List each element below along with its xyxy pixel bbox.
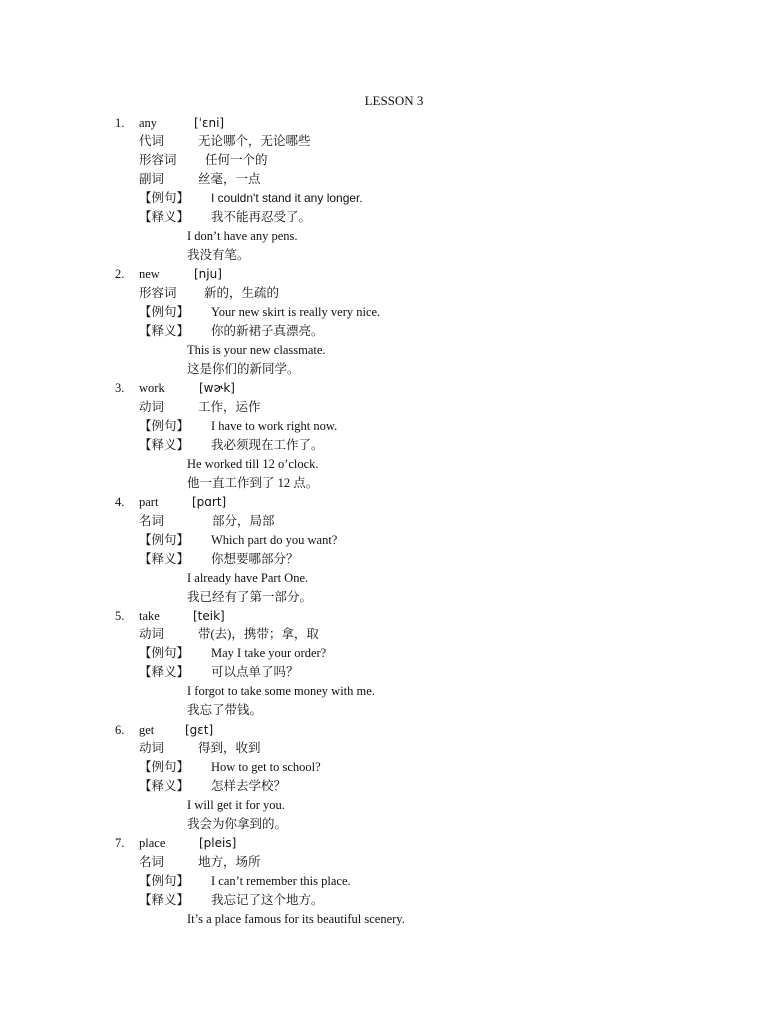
part-of-speech: 名词 xyxy=(139,855,165,869)
part-of-speech: 动词 xyxy=(139,741,165,755)
meaning-tag: 【释义】 xyxy=(139,324,190,338)
extra-example: 这是你们的新同学。 xyxy=(187,362,300,376)
definition: 无论哪个，无论哪些 xyxy=(198,134,311,148)
part-of-speech: 副词 xyxy=(139,172,165,186)
entry-word: place xyxy=(139,836,166,850)
entry-number: 3. xyxy=(115,381,125,395)
extra-example: I will get it for you. xyxy=(187,798,285,812)
entry-number: 1. xyxy=(115,116,125,130)
definition: 地方，场所 xyxy=(198,855,261,869)
extra-example: 我没有笔。 xyxy=(187,248,250,262)
example-sentence: I have to work right now. xyxy=(211,419,338,433)
entry-phonetic: [pɑrt] xyxy=(192,495,227,509)
meaning-text: 你的新裙子真漂亮。 xyxy=(211,324,324,338)
part-of-speech: 动词 xyxy=(139,400,165,414)
example-sentence: I can’t remember this place. xyxy=(211,874,351,888)
extra-example: 我忘了带钱。 xyxy=(187,703,263,717)
part-of-speech: 动词 xyxy=(139,627,165,641)
part-of-speech: 代词 xyxy=(139,134,165,148)
definition: 工作，运作 xyxy=(198,400,261,414)
extra-example: I forgot to take some money with me. xyxy=(187,684,375,698)
entry-number: 4. xyxy=(115,495,125,509)
definition: 带(去)，携带；拿，取 xyxy=(198,627,319,641)
example-sentence: Which part do you want? xyxy=(211,533,338,547)
extra-example: 我会为你拿到的。 xyxy=(187,817,288,831)
extra-example: I don’t have any pens. xyxy=(187,229,298,243)
definition: 新的，生疏的 xyxy=(204,286,280,300)
entry-number: 5. xyxy=(115,609,125,623)
entry-number: 2. xyxy=(115,267,125,281)
meaning-text: 我必须现在工作了。 xyxy=(211,438,324,452)
meaning-tag: 【释义】 xyxy=(139,893,190,907)
definition: 丝毫，一点 xyxy=(198,172,261,186)
example-tag: 【例句】 xyxy=(139,419,190,433)
entry-word: part xyxy=(139,495,159,509)
meaning-text: 我不能再忍受了。 xyxy=(211,210,312,224)
example-tag: 【例句】 xyxy=(139,191,190,205)
meaning-text: 我忘记了这个地方。 xyxy=(211,893,324,907)
extra-example: 我已经有了第一部分。 xyxy=(187,590,313,604)
example-tag: 【例句】 xyxy=(139,533,190,547)
entry-phonetic: [pleis] xyxy=(199,836,237,850)
entry-word: take xyxy=(139,609,160,623)
meaning-tag: 【释义】 xyxy=(139,665,190,679)
example-tag: 【例句】 xyxy=(139,646,190,660)
part-of-speech: 形容词 xyxy=(139,153,177,167)
example-sentence: May I take your order? xyxy=(211,646,327,660)
entry-phonetic: [wɚk] xyxy=(199,381,235,395)
meaning-tag: 【释义】 xyxy=(139,779,190,793)
example-tag: 【例句】 xyxy=(139,760,190,774)
entry-phonetic: [nju] xyxy=(194,267,222,281)
meaning-text: 可以点单了吗？ xyxy=(211,665,299,679)
entry-word: work xyxy=(139,381,165,395)
meaning-tag: 【释义】 xyxy=(139,552,190,566)
entry-number: 7. xyxy=(115,836,125,850)
extra-example: This is your new classmate. xyxy=(187,343,326,357)
meaning-tag: 【释义】 xyxy=(139,438,190,452)
extra-example: 他一直工作到了 12 点。 xyxy=(187,476,319,490)
definition: 任何一个的 xyxy=(205,153,268,167)
example-sentence: How to get to school? xyxy=(211,760,321,774)
page-title: LESSON 3 xyxy=(364,93,424,108)
extra-example: It’s a place famous for its beautiful scenery. xyxy=(187,912,405,926)
example-tag: 【例句】 xyxy=(139,305,190,319)
entry-phonetic: [teik] xyxy=(193,609,225,623)
definition: 部分，局部 xyxy=(212,514,275,528)
meaning-text: 你想要哪部分？ xyxy=(211,552,299,566)
example-sentence: I couldn't stand it any longer. xyxy=(211,191,363,205)
part-of-speech: 形容词 xyxy=(139,286,177,300)
extra-example: I already have Part One. xyxy=(187,571,309,585)
entry-phonetic: [ˈɛni] xyxy=(194,116,225,130)
example-sentence: Your new skirt is really very nice. xyxy=(211,305,381,319)
entry-word: get xyxy=(139,723,155,737)
example-tag: 【例句】 xyxy=(139,874,190,888)
part-of-speech: 名词 xyxy=(139,514,165,528)
meaning-tag: 【释义】 xyxy=(139,210,190,224)
entry-word: any xyxy=(139,116,158,130)
entry-phonetic: [gɛt] xyxy=(185,723,214,737)
entry-word: new xyxy=(139,267,160,281)
definition: 得到，收到 xyxy=(198,741,261,755)
entry-number: 6. xyxy=(115,723,125,737)
extra-example: He worked till 12 o’clock. xyxy=(187,457,319,471)
meaning-text: 怎样去学校？ xyxy=(211,779,287,793)
